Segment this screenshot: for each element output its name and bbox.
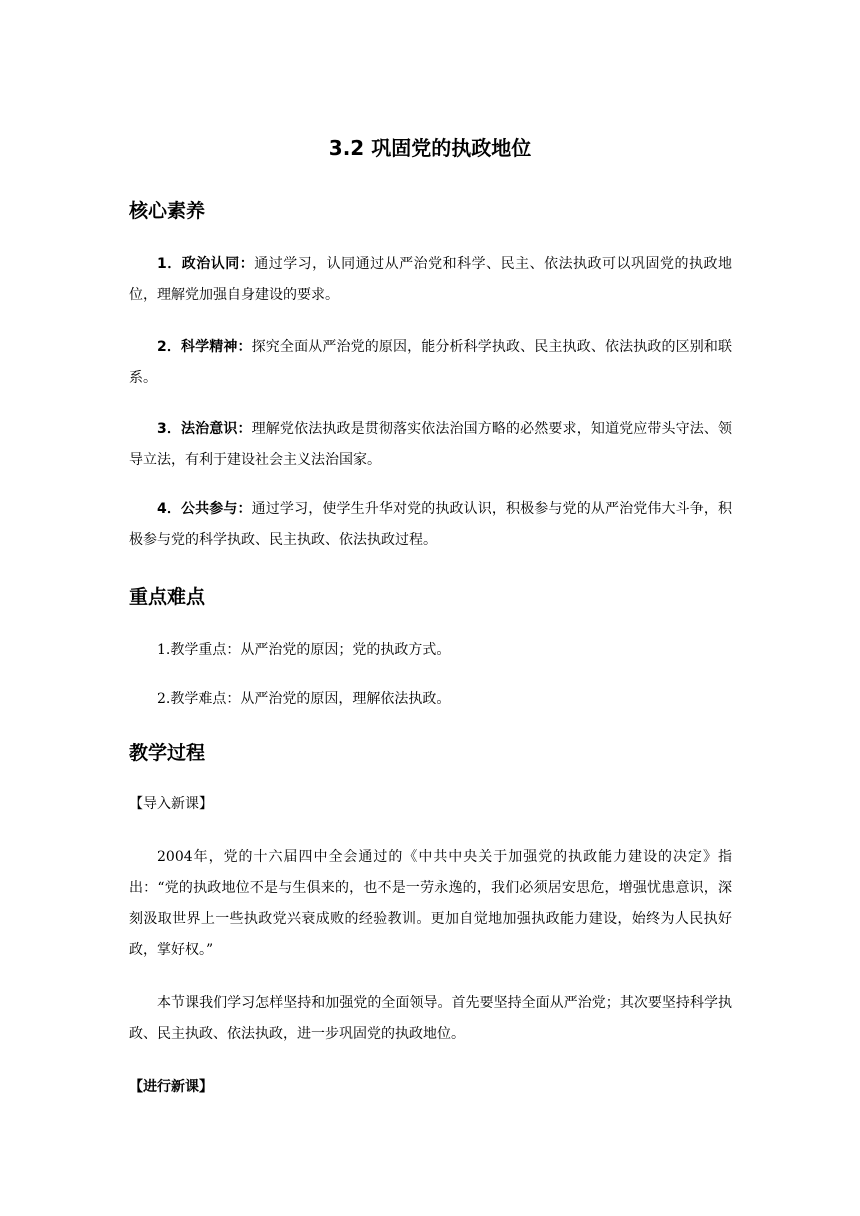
core-item-1 xyxy=(129,249,732,311)
core-item-text: 通过学习，认同通过从严治党和科学、民主、依法执政可以巩固党的执政地位，理解党加强自身建设的要求。 xyxy=(129,256,732,303)
core-item-label: 3．法治意识： xyxy=(157,421,252,437)
overview-paragraph: 本节课我们学习怎样坚持和加强党的全面领导。首先要坚持全面从严治党；其次要坚持科学执政、民主执政、依法执政，进一步巩固党的执政地位。 xyxy=(129,995,732,1042)
key-point-1: 1.教学重点：从严治党的原因；党的执政方式。 xyxy=(157,642,451,658)
section-heading-core: 核心素养 xyxy=(129,200,206,222)
new-lesson-label: 【进行新课】 xyxy=(129,1079,213,1095)
core-item-text: 探究全面从严治党的原因，能分析科学执政、民主执政、依法执政的区别和联系。 xyxy=(129,339,733,386)
section-heading-key-points: 重点难点 xyxy=(129,586,206,608)
core-item-4 xyxy=(129,494,732,556)
core-item-label: 1．政治认同： xyxy=(157,256,255,272)
core-item-3 xyxy=(129,414,732,476)
intro-paragraph: 2004年，党的十六届四中全会通过的《中共中央关于加强党的执政能力建设的决定》指出：“党的执政地位不是与生俱来的，也不是一劳永逸的，我们必须居安思危，增强忧患意识，深刻汲取世界上一些执政党兴衰成败的经验教训。更加自觉地加强执政能力建设，始终为人民执好政，掌好权。” xyxy=(129,849,732,958)
core-item-label: 2．科学精神： xyxy=(157,339,252,355)
core-item-label: 4．公共参与： xyxy=(157,501,252,517)
core-item-text: 理解党依法执政是贯彻落实依法治国方略的必然要求，知道党应带头守法、领导立法，有利于建设社会主义法治国家。 xyxy=(129,421,733,468)
core-item-2 xyxy=(129,332,732,394)
key-point-2: 2.教学难点：从严治党的原因，理解依法执政。 xyxy=(157,691,451,707)
page-title: 3.2 巩固党的执政地位 xyxy=(328,136,532,160)
section-heading-process: 教学过程 xyxy=(129,742,206,764)
intro-label: 【导入新课】 xyxy=(129,796,213,812)
core-item-text: 通过学习，使学生升华对党的执政认识，积极参与党的从严治党伟大斗争，积极参与党的科学执政、民主执政、依法执政过程。 xyxy=(129,501,733,548)
